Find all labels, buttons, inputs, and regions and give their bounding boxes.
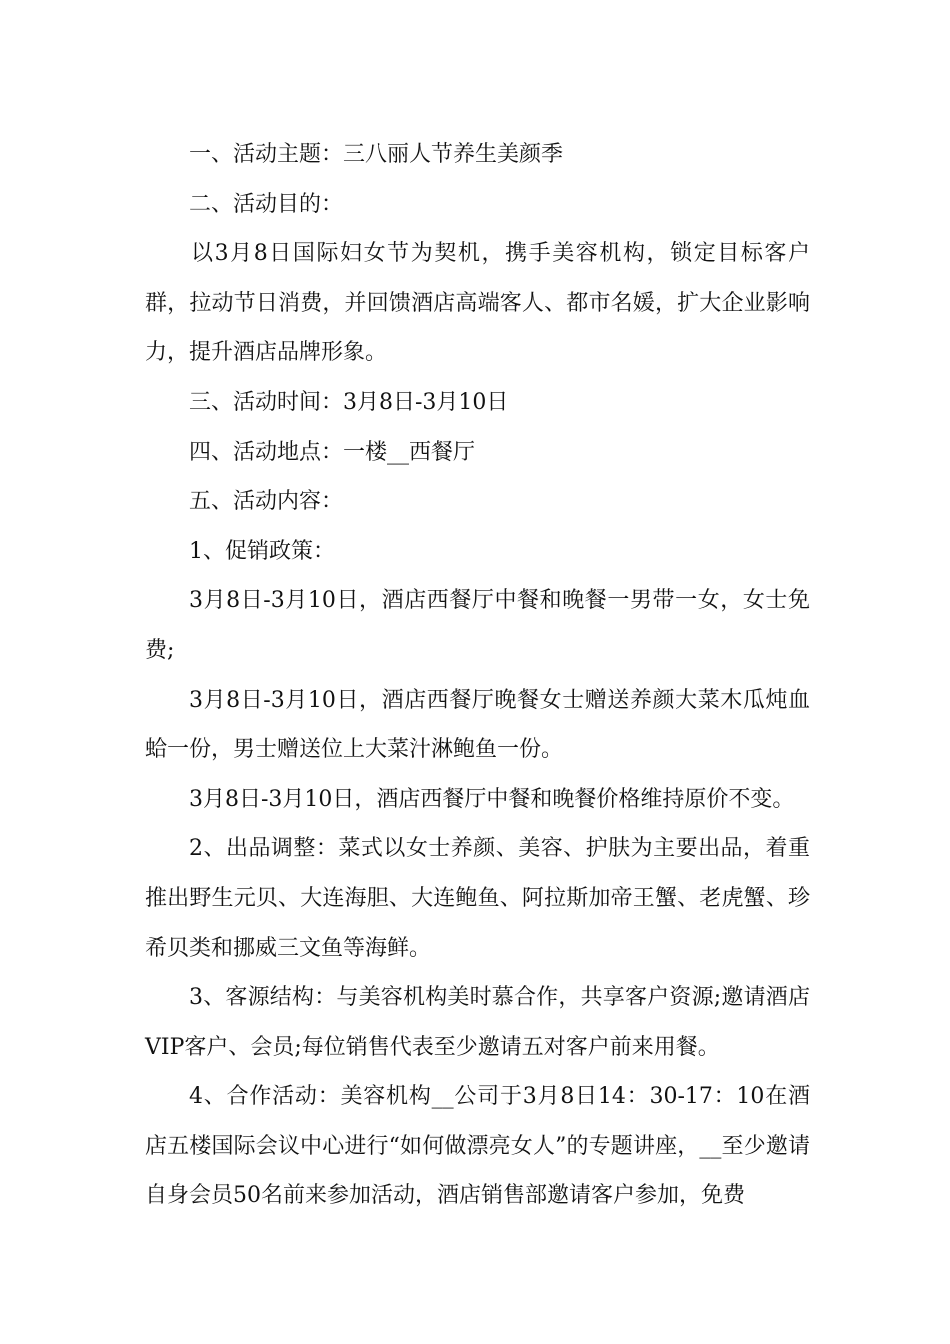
paragraph-customer-sources: 3、客源结构：与美容机构美时慕合作，共享客户资源;邀请酒店VIP客户、会员;每位销售代表至少邀请五对客户前来用餐。	[145, 985, 810, 1060]
document-body	[145, 130, 810, 1221]
paragraph-promotion-heading: 1、促销政策：	[189, 538, 335, 564]
paragraph-promotion-2: 3月8日-3月10日，酒店西餐厅晚餐女士赠送养颜大菜木瓜炖血蛤一份，男士赠送位上大菜汁淋鲍鱼一份。	[145, 687, 810, 763]
paragraph-purpose-heading: 二、活动目的：	[189, 191, 344, 217]
paragraph-location: 四、活动地点：一楼__西餐厅	[189, 439, 476, 465]
paragraph-time: 三、活动时间：3月8日-3月10日	[189, 389, 509, 415]
paragraph-cooperation: 4、合作活动：美容机构__公司于3月8日14：30-17：10在酒店五楼国际会议中心进行“如何做漂亮女人”的专题讲座，__至少邀请自身会员50名前来参加活动，酒店销售部邀请客户参加，免费	[145, 1084, 810, 1209]
paragraph-promotion-3: 3月8日-3月10日，酒店西餐厅中餐和晚餐价格维持原价不变。	[189, 786, 795, 812]
paragraph-purpose-body: 以3月8日国际妇女节为契机，携手美容机构，锁定目标客户群，拉动节日消费，并回馈酒店高端客人、都市名媛，扩大企业影响力，提升酒店品牌形象。	[145, 241, 810, 366]
paragraph-promotion-1: 3月8日-3月10日，酒店西餐厅中餐和晚餐一男带一女，女士免费;	[145, 588, 810, 663]
paragraph-menu-adjustment: 2、出品调整：菜式以女士养颜、美容、护肤为主要出品，着重推出野生元贝、大连海胆、大连鲍鱼、阿拉斯加帝王蟹、老虎蟹、珍希贝类和挪威三文鱼等海鲜。	[145, 836, 810, 961]
paragraph-theme: 一、活动主题：三八丽人节养生美颜季	[189, 142, 564, 167]
paragraph-content-heading: 五、活动内容：	[189, 489, 344, 515]
